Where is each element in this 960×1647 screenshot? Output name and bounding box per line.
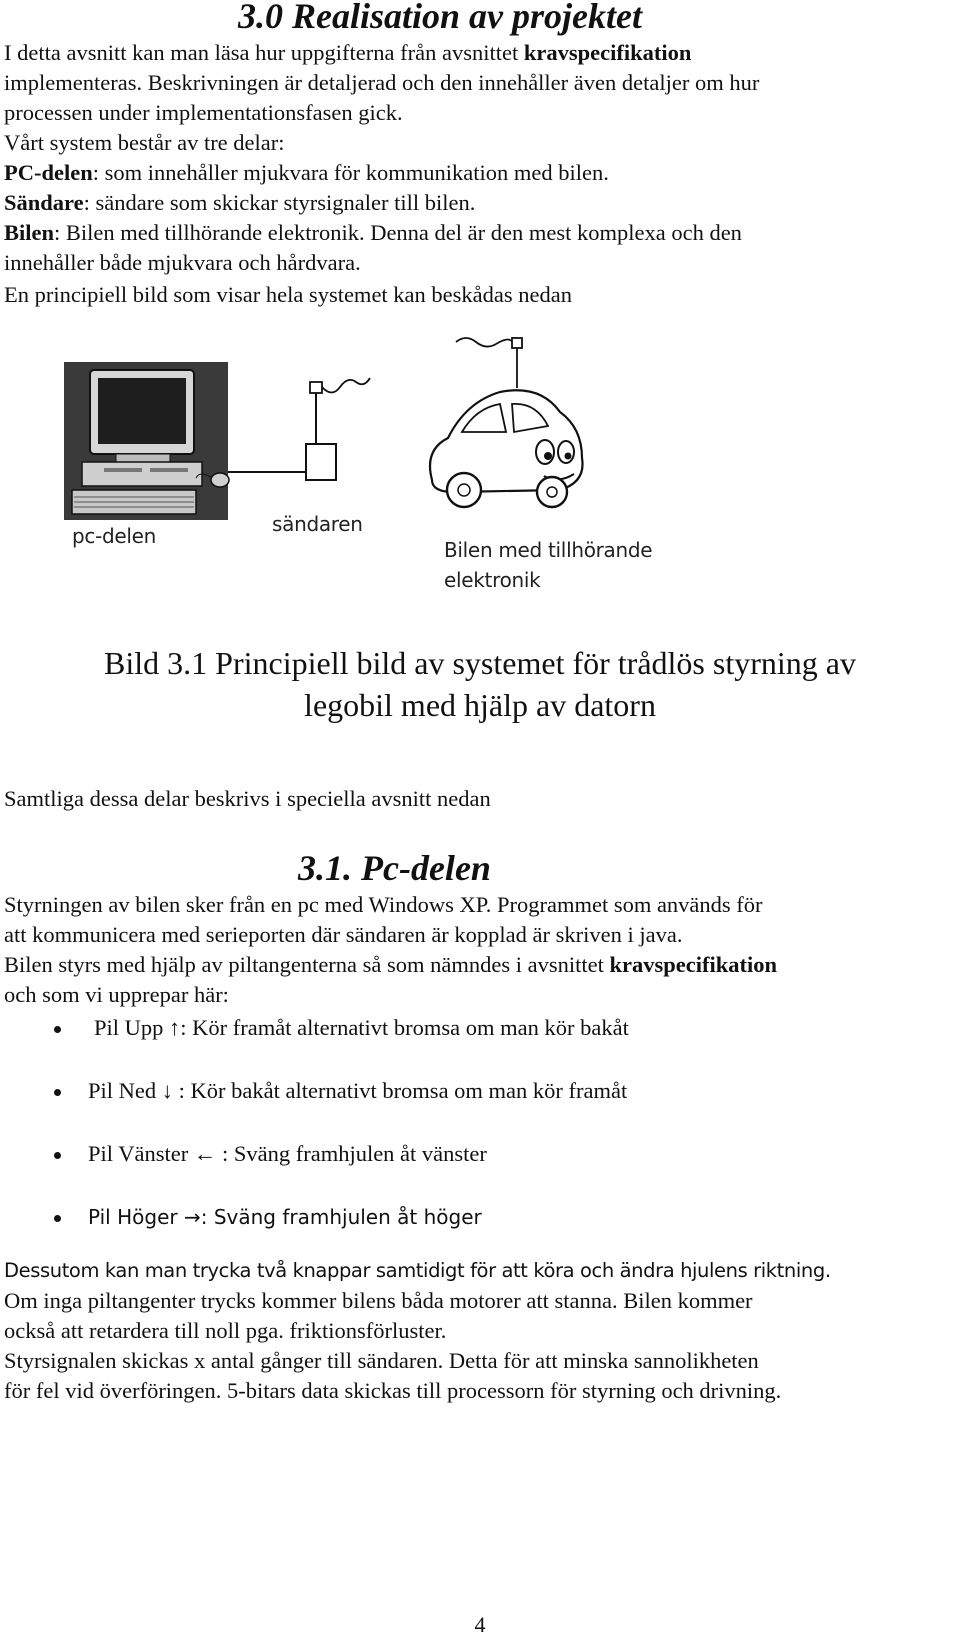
bullet-dot-icon: [54, 1089, 61, 1096]
arrow-right-icon: →: [183, 1205, 201, 1229]
intro-line-bilen: [4, 218, 742, 248]
section-p1-line-1: Styrningen av bilen sker från en pc med Windows XP. Programmet som används för: [4, 892, 763, 917]
section-p3-line-4: Styrsignalen skickas x antal gånger till sändaren. Detta för att minska sannolikheten: [4, 1348, 759, 1373]
bullet-key: Pil Höger: [88, 1205, 184, 1229]
section-text: Bilen styrs med hjälp av piltangenterna så som nämndes i avsnittet: [4, 952, 610, 977]
figure-label-sender: sändaren: [272, 512, 363, 536]
intro-bold-term: kravspecifikation: [523, 40, 692, 65]
section-p3-line-5: för fel vid överföringen. 5-bitars data skickas till processorn för styrning och drivning.: [4, 1378, 782, 1403]
arrow-down-icon: ↓: [161, 1078, 174, 1103]
bullet-description: : Sväng framhjulen åt vänster: [216, 1141, 487, 1166]
figure-caption-line-2: legobil med hjälp av datorn: [304, 687, 656, 723]
intro-line-2: implementeras. Beskrivningen är detaljerad och den innehåller även detaljer om hur: [4, 70, 760, 95]
bullet-dot-icon: [54, 1026, 61, 1033]
intro-line-9: En principiell bild som visar hela systemet kan beskådas nedan: [4, 282, 572, 307]
pc-computer-illustration: [64, 362, 229, 520]
bullet-key: Pil Vänster: [88, 1141, 194, 1166]
arrow-left-icon: ←: [193, 1141, 217, 1166]
intro-line-4: Vårt system består av tre delar:: [4, 130, 285, 155]
section-p3-line-2: Om inga piltangenter trycks kommer bilens båda motorer att stanna. Bilen kommer: [4, 1288, 753, 1313]
arrow-up-icon: ↑: [169, 1015, 181, 1040]
intro-line-3: processen under implementationsfasen gick.: [4, 100, 403, 125]
intro-text: : som innehåller mjukvara för kommunikation med bilen.: [92, 160, 609, 185]
bullet-description: : Kör bakåt alternativt bromsa om man kör framåt: [173, 1078, 628, 1103]
page-number: 4: [474, 1612, 486, 1637]
summary-line: Samtliga dessa delar beskrivs i speciella avsnitt nedan: [4, 786, 491, 811]
chapter-heading: 3.0 Realisation av projektet: [238, 0, 642, 36]
intro-line-8: innehåller både mjukvara och hårdvara.: [4, 250, 361, 275]
section-heading: 3.1. Pc-delen: [298, 848, 491, 888]
intro-line-pc: [4, 158, 609, 188]
term-bilen: Bilen: [4, 220, 55, 245]
bullet-description: : Kör framåt alternativt bromsa om man kör bakåt: [180, 1015, 629, 1040]
figure-caption-line-1: Bild 3.1 Principiell bild av systemet för trådlös styrning av: [104, 645, 856, 681]
section-p3-line-1: Dessutom kan man trycka två knappar samtidigt för att köra och ändra hjulens riktning.: [4, 1259, 831, 1282]
figure-label-car-2: elektronik: [444, 568, 541, 592]
car-illustration: [430, 338, 583, 507]
bullet-key: Pil Upp: [94, 1015, 170, 1040]
term-pc-delen: PC-delen: [4, 160, 93, 185]
intro-line-1: [4, 38, 691, 68]
sender-illustration: [228, 378, 370, 480]
section-p2-line-2: och som vi upprepar här:: [4, 982, 229, 1007]
term-sandare: Sändare: [4, 190, 84, 215]
intro-text: I detta avsnitt kan man läsa hur uppgifterna från avsnittet: [4, 40, 524, 65]
section-p2-line-1: [4, 950, 777, 980]
figure-label-car-1: Bilen med tillhörande: [444, 538, 653, 562]
figure-label-pc: pc-delen: [72, 524, 157, 548]
bullet-description: : Sväng framhjulen åt höger: [200, 1205, 482, 1229]
section-p3-line-3: också att retardera till noll pga. friktionsförluster.: [4, 1318, 447, 1343]
bullet-key: Pil Ned: [88, 1078, 162, 1103]
intro-line-sandare: [4, 188, 475, 218]
intro-text: : sändare som skickar styrsignaler till bilen.: [83, 190, 476, 215]
bullet-dot-icon: [54, 1152, 61, 1159]
term-kravspecifikation: kravspecifikation: [609, 952, 778, 977]
bullet-dot-icon: [54, 1215, 61, 1222]
intro-text: : Bilen med tillhörande elektronik. Denna del är den mest komplexa och den: [54, 220, 742, 245]
section-p1-line-2: att kommunicera med serieporten där sändaren är kopplad är skriven i java.: [4, 922, 683, 947]
